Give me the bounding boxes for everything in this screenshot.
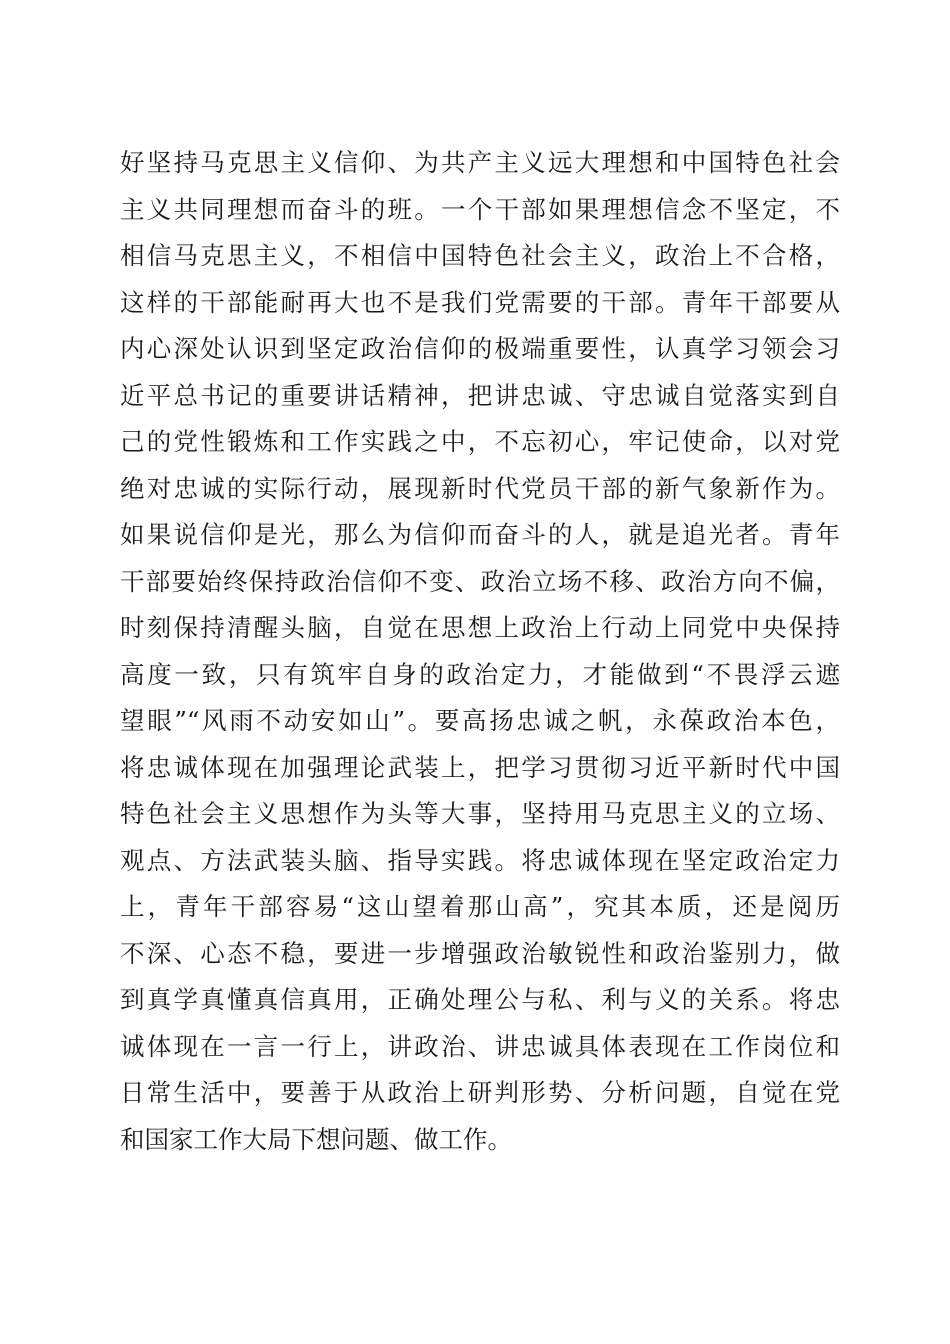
text-line: 相信马克思主义，不相信中国特色社会主义，政治上不合格， bbox=[120, 241, 840, 270]
text-line: 观点、方法武装头脑、指导实践。将忠诚体现在坚定政治定力 bbox=[120, 845, 840, 875]
text-line: 干部要始终保持政治信仰不变、政治立场不移、政治方向不偏， bbox=[120, 566, 840, 596]
text-line: 时刻保持清醒头脑，自觉在思想上政治上行动上同党中央保持 bbox=[120, 613, 840, 642]
text-line: 特色社会主义思想作为头等大事，坚持用马克思主义的立场、 bbox=[120, 799, 840, 828]
text-line: 上，青年干部容易“这山望着那山高”，究其本质，还是阅历 bbox=[120, 892, 840, 921]
text-line: 望眼”“风雨不动安如山”。要高扬忠诚之帆，永葆政治本色， bbox=[120, 706, 840, 735]
text-line: 内心深处认识到坚定政治信仰的极端重要性，认真学习领会习 bbox=[120, 334, 840, 363]
body-text bbox=[120, 140, 840, 1163]
text-line: 高度一致，只有筑牢自身的政治定力，才能做到“不畏浮云遮 bbox=[120, 659, 840, 689]
text-line: 己的党性锻炼和工作实践之中，不忘初心，牢记使命，以对党 bbox=[120, 427, 840, 456]
text-line: 和国家工作大局下想问题、做工作。 bbox=[120, 1124, 512, 1154]
text-line: 近平总书记的重要讲话精神，把讲忠诚、守忠诚自觉落实到自 bbox=[120, 380, 840, 410]
text-line: 如果说信仰是光，那么为信仰而奋斗的人，就是追光者。青年 bbox=[120, 520, 840, 549]
text-line: 这样的干部能耐再大也不是我们党需要的干部。青年干部要从 bbox=[120, 287, 840, 317]
text-line: 绝对忠诚的实际行动，展现新时代党员干部的新气象新作为。 bbox=[120, 473, 840, 503]
text-line: 到真学真懂真信真用，正确处理公与私、利与义的关系。将忠 bbox=[120, 985, 840, 1014]
text-line: 主义共同理想而奋斗的班。一个干部如果理想信念不坚定，不 bbox=[120, 194, 840, 224]
text-line: 日常生活中，要善于从政治上研判形势、分析问题，自觉在党 bbox=[120, 1078, 840, 1107]
text-line: 不深、心态不稳，要进一步增强政治敏锐性和政治鉴别力，做 bbox=[120, 938, 840, 968]
text-line: 好坚持马克思主义信仰、为共产主义远大理想和中国特色社会 bbox=[120, 148, 840, 177]
text-line: 将忠诚体现在加强理论武装上，把学习贯彻习近平新时代中国 bbox=[120, 752, 840, 782]
text-line: 诚体现在一言一行上，讲政治、讲忠诚具体表现在工作岗位和 bbox=[120, 1031, 840, 1061]
